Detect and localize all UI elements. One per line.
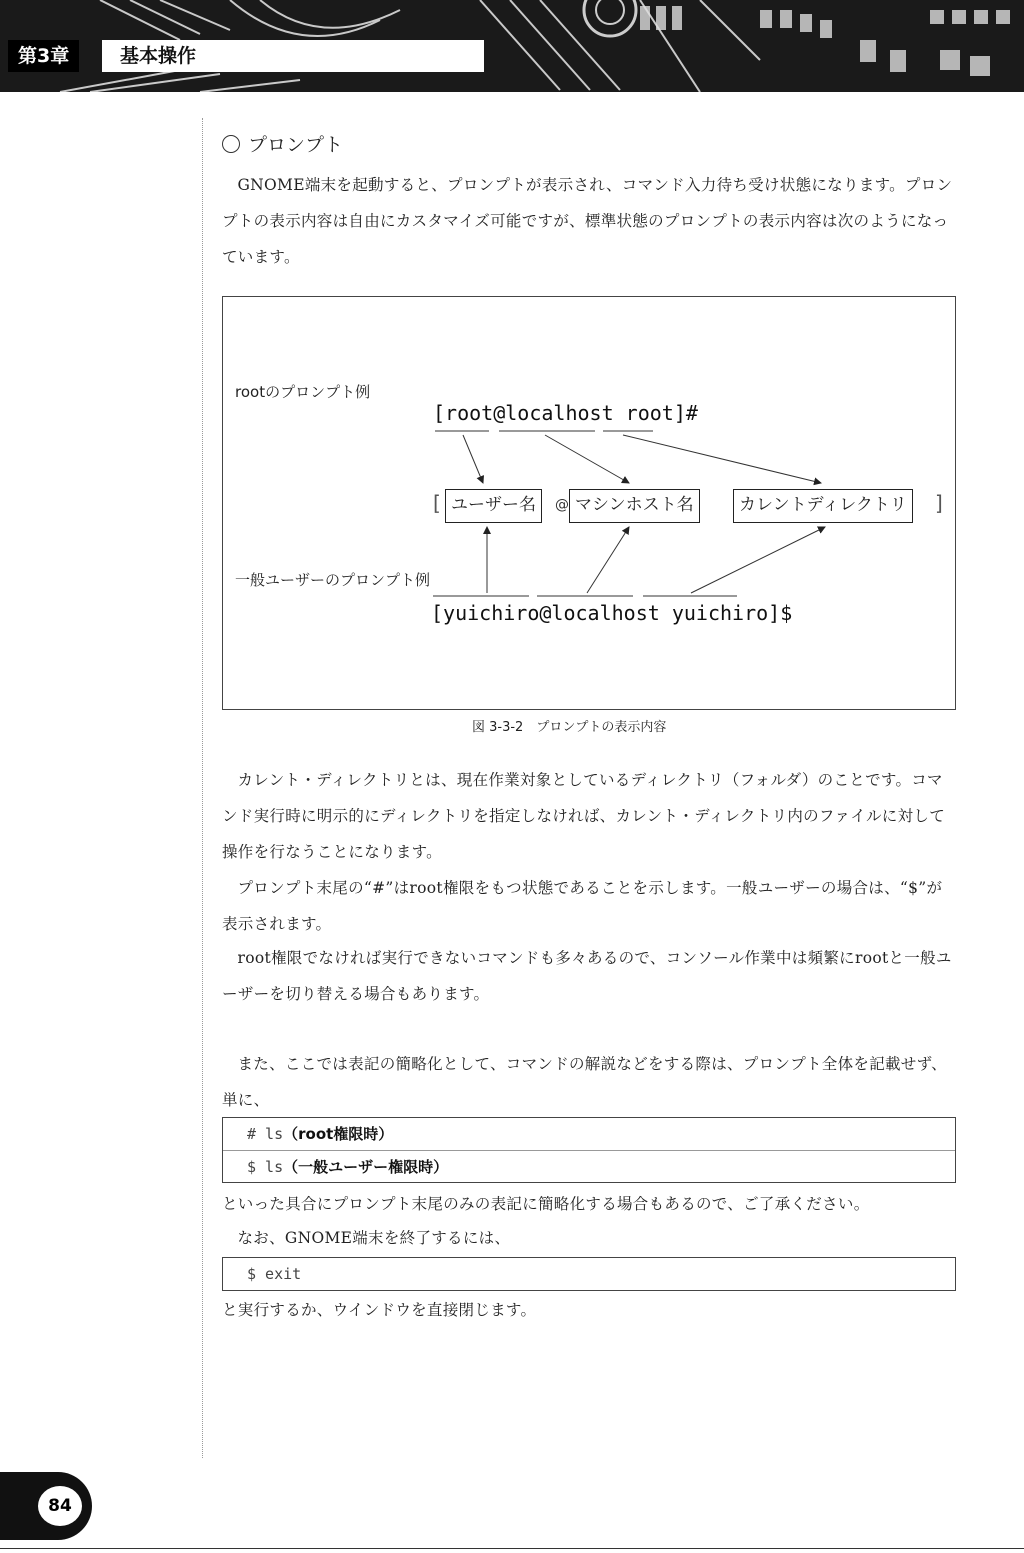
page-number: 84 [38, 1486, 82, 1526]
section-heading-text: プロンプト [248, 134, 344, 156]
code-block-ls [222, 1117, 956, 1183]
figure-caption: 図 3-3-2 プロンプトの表示内容 [472, 720, 667, 735]
root-example-label: rootのプロンプト例 [235, 383, 371, 401]
bottom-rule [0, 1548, 1024, 1549]
bracket-open: [ [433, 491, 441, 515]
margin-rule [202, 118, 203, 1458]
prompt-figure [222, 296, 956, 710]
paragraph-simplify: といった具合にプロンプト末尾のみの表記に簡略化する場合もあるので、ご了承ください。 [222, 1195, 870, 1213]
chapter-header [0, 0, 1024, 92]
root-prompt: [root@localhost root]# [433, 401, 698, 425]
box-host-name: マシンホスト名 [569, 489, 700, 523]
code-row-user [223, 1150, 955, 1182]
code-row-exit [223, 1258, 955, 1290]
section-heading [222, 130, 343, 157]
paragraph-prompt-suffix: プロンプト末尾の“#”はroot権限をもつ状態であることを示します。一般ユーザーの場合は、“$”が表示されます。 [222, 879, 943, 933]
paragraph-notation: また、ここでは表記の簡略化として、コマンドの解説などをする際は、プロンプト全体を記載せず、単に、 [222, 1055, 947, 1109]
code-note: （一般ユーザー権限時） [283, 1158, 449, 1176]
paragraph-current-dir: カレント・ディレクトリとは、現在作業対象としているディレクトリ（フォルダ）のことです。コマンド実行時に明示的にディレクトリを指定しなければ、カレント・ディレクトリ内のファイルに対して操作を行なうことになります。 [222, 771, 946, 861]
code-command: # ls [247, 1125, 284, 1143]
code-command: $ ls [247, 1158, 284, 1176]
paragraph-root-switch: root権限でなければ実行できないコマンドも多々あるので、コンソール作業中は頻繁にrootと一般ユーザーを切り替える場合もあります。 [222, 949, 952, 1003]
at-sign: @ [555, 497, 569, 513]
paragraph-exit-intro: なお、GNOME端末を終了するには、 [237, 1229, 511, 1247]
user-example-label: 一般ユーザーのプロンプト例 [235, 571, 431, 589]
bracket-close: ] [935, 491, 943, 515]
paragraph-exit-outro: と実行するか、ウインドウを直接閉じます。 [222, 1301, 537, 1319]
code-block-exit [222, 1257, 956, 1291]
user-prompt: [yuichiro@localhost yuichiro]$ [431, 601, 793, 625]
intro-paragraph: GNOME端末を起動すると、プロンプトが表示され、コマンド入力待ち受け状態になります。プロンプトの表示内容は自由にカスタマイズ可能ですが、標準状態のプロンプトの表示内容は次のようになっています。 [222, 176, 953, 266]
circle-icon [222, 135, 240, 153]
chapter-number-tab: 第3章 [8, 40, 79, 72]
code-command: $ exit [247, 1265, 302, 1283]
chapter-title: 基本操作 [120, 45, 197, 67]
box-current-dir: カレントディレクトリ [733, 489, 913, 523]
box-user-name: ユーザー名 [445, 489, 542, 523]
code-note: （root権限時） [283, 1125, 394, 1143]
code-row-root [223, 1118, 955, 1150]
